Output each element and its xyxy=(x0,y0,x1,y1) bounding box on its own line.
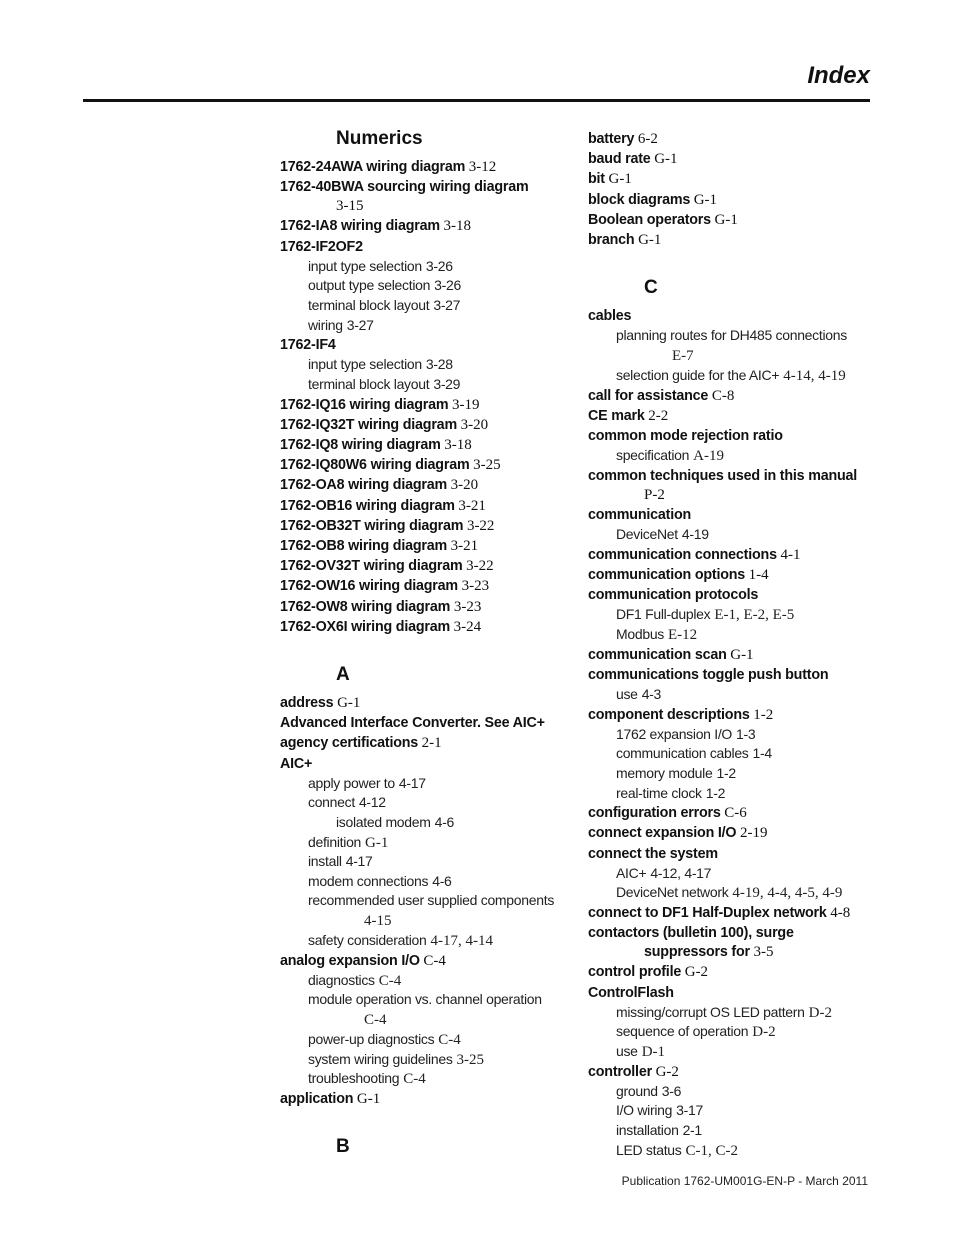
page-ref: 3-21 xyxy=(450,538,479,554)
index-entry xyxy=(588,190,873,210)
index-term: 1762-IQ80W6 wiring diagram xyxy=(280,457,470,474)
index-entry xyxy=(280,177,570,197)
page-ref: C-4 xyxy=(378,972,402,989)
index-entry xyxy=(280,415,570,435)
page-ref: 4-6 xyxy=(432,872,452,889)
page-ref: 3-12 xyxy=(468,159,497,175)
index-subentry: terminal block layout 3-27 xyxy=(308,297,461,313)
page-ref: 4-1 xyxy=(780,546,801,563)
page-ref: G-2 xyxy=(684,964,709,981)
page-ref: 3-22 xyxy=(466,517,495,534)
index-entry xyxy=(280,693,570,713)
index-term: 1762-IQ16 wiring diagram xyxy=(280,396,449,413)
page-ref: 3-23 xyxy=(453,598,482,615)
page-ref: 3-25 xyxy=(473,457,501,474)
index-entry xyxy=(280,475,570,495)
page-ref: 4-17 xyxy=(398,774,426,791)
index-entry xyxy=(588,545,873,565)
publication-footer: Publication 1762-UM001G-EN-P - March 2011 xyxy=(621,1174,868,1188)
index-column-left xyxy=(280,127,570,1165)
index-entry xyxy=(280,455,570,475)
index-term: agency certifications xyxy=(280,735,419,752)
page-ref: G-1 xyxy=(654,151,678,168)
page-ref: 2-19 xyxy=(739,825,768,842)
index-term: application xyxy=(280,1090,354,1107)
index-entry xyxy=(280,733,570,753)
index-term: suppressors for xyxy=(644,944,750,961)
page-ref: 1-2 xyxy=(716,765,736,781)
index-subentry: planning routes for DH485 connections xyxy=(616,327,847,344)
index-term: block diagrams xyxy=(588,191,691,208)
page-ref: 1-4 xyxy=(748,567,769,584)
index-entry-continued xyxy=(588,486,873,505)
index-entry xyxy=(280,713,570,733)
index-term: 1762-OA8 wiring diagram xyxy=(280,477,448,494)
page-ref: G-1 xyxy=(356,1090,381,1107)
page-ref: 3-27 xyxy=(433,297,461,313)
index-term: common mode rejection ratio xyxy=(588,428,783,445)
index-term: 1762-OB32T wiring diagram xyxy=(280,517,464,534)
page-ref: 4-8 xyxy=(830,904,851,921)
index-entry xyxy=(280,496,570,516)
index-term: call for assistance xyxy=(588,387,709,404)
index-entry xyxy=(588,645,873,665)
index-term: cables xyxy=(588,308,632,325)
page-ref: 4-19 xyxy=(681,526,709,543)
page-ref: 3-27 xyxy=(346,316,374,333)
index-subentry: power-up diagnostics C-4 xyxy=(308,1030,461,1048)
page-ref: 3-20 xyxy=(460,416,489,433)
index-subentry: 1762 expansion I/O 1-3 xyxy=(616,725,756,742)
index-subentry: wiring 3-27 xyxy=(308,316,374,333)
index-term: 1762-OW8 wiring diagram xyxy=(280,598,451,615)
index-subentry-continued xyxy=(280,911,570,931)
index-subentry: install 4-17 xyxy=(308,853,373,870)
index-entry xyxy=(280,237,570,257)
section-heading-a: A xyxy=(336,664,350,686)
index-subentry: DeviceNet network 4-19, 4-4, 4-5, 4-9 xyxy=(616,884,843,902)
page-ref: G-1 xyxy=(638,232,662,249)
page-ref: 4-14, 4-19 xyxy=(783,368,846,385)
index-subentry-continued xyxy=(280,1010,570,1030)
index-entry xyxy=(588,585,873,605)
page-ref: 1-2 xyxy=(705,784,726,801)
page-ref: 3-25 xyxy=(456,1051,485,1068)
page-ref: 4-12 xyxy=(358,794,386,811)
index-entry xyxy=(588,962,873,982)
page-ref: C-6 xyxy=(724,805,747,822)
index-term: 1762-IF4 xyxy=(280,337,336,354)
index-term: 1762-OV32T wiring diagram xyxy=(280,558,463,575)
index-subentry: use D-1 xyxy=(616,1042,666,1060)
index-entry xyxy=(588,803,873,823)
index-subentry: input type selection 3-28 xyxy=(308,356,453,373)
page-ref: 3-24 xyxy=(453,618,482,635)
index-term: communication xyxy=(588,507,692,524)
index-term: connect to DF1 Half-Duplex network xyxy=(588,904,827,921)
page-ref: 1-2 xyxy=(753,706,774,723)
index-term: 1762-IF2OF2 xyxy=(280,238,363,255)
index-term: AIC+ xyxy=(280,755,313,772)
page-ref: E-12 xyxy=(668,627,698,644)
index-subentry: input type selection 3-26 xyxy=(308,257,453,274)
index-entry xyxy=(280,576,570,596)
index-entry xyxy=(588,129,873,149)
page-ref: A-19 xyxy=(693,448,724,465)
page-ref: 4-19, 4-4, 4-5, 4-9 xyxy=(732,885,843,902)
index-entry xyxy=(280,754,570,774)
page-ref: 2-1 xyxy=(682,1121,702,1138)
index-term: common techniques used in this manual xyxy=(588,467,858,484)
index-subentry: LED status C-1, C-2 xyxy=(616,1141,738,1159)
page-ref: 3-23 xyxy=(461,578,490,595)
section-heading-c: C xyxy=(644,277,658,299)
header-rule xyxy=(83,99,870,102)
index-term: 1762-OW16 wiring diagram xyxy=(280,578,458,595)
index-subentry: safety consideration 4-17, 4-14 xyxy=(308,931,494,949)
page-ref: 3-26 xyxy=(434,277,461,294)
page-ref: 1-3 xyxy=(736,725,756,742)
index-subentry: use 4-3 xyxy=(616,686,662,703)
index-term: Boolean operators xyxy=(588,211,711,228)
page-ref: E-1, E-2, E-5 xyxy=(714,607,795,624)
index-entry xyxy=(588,823,873,843)
index-entry xyxy=(280,157,570,177)
page-ref: C-1, C-2 xyxy=(685,1142,738,1159)
index-entry-continued xyxy=(280,197,570,216)
index-subentry: selection guide for the AIC+ 4-14, 4-19 xyxy=(616,367,846,385)
index-subentry: Modbus E-12 xyxy=(616,626,698,644)
index-term: battery xyxy=(588,131,635,147)
page-ref: 3-21 xyxy=(458,497,486,514)
index-entry xyxy=(588,705,873,725)
index-term: component descriptions xyxy=(588,706,750,723)
index-term: Advanced Interface Converter. See AIC+ xyxy=(280,715,545,732)
index-term: ControlFlash xyxy=(588,984,674,1001)
index-subentry: troubleshooting C-4 xyxy=(308,1070,426,1088)
index-entry xyxy=(588,903,873,923)
index-term: 1762-IQ8 wiring diagram xyxy=(280,436,441,453)
page-ref: 4-12, 4-17 xyxy=(650,864,712,881)
page-ref: G-2 xyxy=(655,1063,679,1080)
index-term: communication scan xyxy=(588,646,727,663)
index-term: communications toggle push button xyxy=(588,666,829,683)
index-entry xyxy=(588,386,873,406)
index-subentry: system wiring guidelines 3-25 xyxy=(308,1050,485,1068)
index-entry xyxy=(280,556,570,576)
index-term: control profile xyxy=(588,964,682,981)
index-subentry: definition G-1 xyxy=(308,833,389,851)
index-entry xyxy=(588,665,873,685)
page-ref: 3-5 xyxy=(753,944,774,961)
index-entry xyxy=(588,983,873,1003)
index-term: configuration errors xyxy=(588,805,721,822)
index-term: analog expansion I/O xyxy=(280,952,420,969)
page-ref: 3-28 xyxy=(425,356,453,373)
page-ref: D-1 xyxy=(641,1043,666,1060)
index-term: 1762-OX6I wiring diagram xyxy=(280,618,451,635)
index-term: address xyxy=(280,695,334,712)
index-subentry: recommended user supplied components xyxy=(308,892,555,909)
index-entry xyxy=(588,466,873,486)
index-subentry: diagnostics C-4 xyxy=(308,971,402,989)
index-entry xyxy=(588,923,873,943)
index-subentry: ground 3-6 xyxy=(616,1082,682,1099)
page-ref: 1-4 xyxy=(752,745,772,762)
index-term: communication connections xyxy=(588,546,777,563)
page-ref: D-2 xyxy=(808,1004,832,1021)
index-entry xyxy=(280,395,570,415)
page-ref: 3-19 xyxy=(452,396,480,413)
index-entry xyxy=(588,230,873,250)
index-term: connect the system xyxy=(588,845,718,862)
page-ref: 3-18 xyxy=(443,218,471,235)
page-ref: 4-3 xyxy=(641,686,662,703)
index-subentry-continued xyxy=(588,346,873,366)
index-term: contactors (bulletin 100), surge xyxy=(588,925,794,942)
page-ref: G-1 xyxy=(337,695,361,712)
index-term: CE mark xyxy=(588,407,645,424)
index-term: controller xyxy=(588,1063,652,1080)
index-subentry: AIC+ 4-12, 4-17 xyxy=(616,864,712,881)
index-entry xyxy=(588,1062,873,1082)
page-ref: 4-15 xyxy=(364,912,392,929)
page-ref: 3-17 xyxy=(676,1102,703,1119)
page-ref: 3-20 xyxy=(450,477,479,494)
index-entry xyxy=(280,536,570,556)
page-ref: G-1 xyxy=(693,191,718,208)
index-term: 1762-OB16 wiring diagram xyxy=(280,497,455,514)
index-subentry: communication cables 1-4 xyxy=(616,745,772,762)
index-entry xyxy=(280,216,570,236)
page-ref: 4-6 xyxy=(434,814,454,831)
index-entry xyxy=(588,844,873,864)
page-ref: P-2 xyxy=(644,487,665,504)
page-ref: D-2 xyxy=(752,1024,776,1041)
page-ref: 6-2 xyxy=(637,131,658,147)
page-ref: 4-17, 4-14 xyxy=(430,932,494,949)
page-ref: C-8 xyxy=(711,387,735,404)
page-ref: 3-26 xyxy=(425,257,453,274)
index-subentry: modem connections 4-6 xyxy=(308,872,452,889)
index-subentry: module operation vs. channel operation xyxy=(308,991,542,1008)
page-ref: G-1 xyxy=(730,646,754,663)
page-ref: C-4 xyxy=(364,1011,387,1028)
page-ref: E-7 xyxy=(672,348,694,365)
index-term: 1762-40BWA sourcing wiring diagram xyxy=(280,179,529,196)
index-term: communication options xyxy=(588,567,746,584)
index-subentry: DeviceNet 4-19 xyxy=(616,526,709,543)
index-term: 1762-24AWA wiring diagram xyxy=(280,159,466,175)
page-ref: G-1 xyxy=(714,211,738,228)
page-ref: 2-2 xyxy=(648,407,669,424)
index-subentry: output type selection 3-26 xyxy=(308,277,461,294)
index-entry xyxy=(588,505,873,525)
index-subentry: specification A-19 xyxy=(616,447,724,465)
index-entry xyxy=(280,951,570,971)
page-ref: 3-29 xyxy=(433,375,461,392)
index-subentry: memory module 1-2 xyxy=(616,765,736,781)
index-entry xyxy=(588,210,873,230)
index-subentry: DF1 Full-duplex E-1, E-2, E-5 xyxy=(616,606,795,624)
index-entry xyxy=(588,306,873,326)
index-entry xyxy=(280,617,570,637)
section-heading-numerics: Numerics xyxy=(336,128,423,149)
page-ref: C-4 xyxy=(403,1071,426,1088)
index-subsubentry: isolated modem 4-6 xyxy=(336,814,454,831)
page-ref: 3-18 xyxy=(444,436,472,453)
page-title: Index xyxy=(807,62,870,89)
index-entry xyxy=(588,149,873,169)
index-column-right xyxy=(588,129,873,1160)
page-ref: 3-15 xyxy=(336,198,364,215)
index-entry xyxy=(588,406,873,426)
index-term: connect expansion I/O xyxy=(588,825,737,842)
index-subentry: missing/corrupt OS LED pattern D-2 xyxy=(616,1003,832,1021)
page-ref: 4-17 xyxy=(345,853,373,870)
index-term: 1762-IA8 wiring diagram xyxy=(280,218,440,235)
page-ref: G-1 xyxy=(365,834,389,851)
page-ref: 2-1 xyxy=(421,735,442,752)
index-subentry: I/O wiring 3-17 xyxy=(616,1102,703,1119)
index-term: bit xyxy=(588,171,605,188)
index-entry xyxy=(280,516,570,536)
section-heading-b: B xyxy=(336,1135,350,1157)
page-ref: G-1 xyxy=(608,171,632,188)
index-entry xyxy=(588,426,873,446)
index-entry xyxy=(588,169,873,189)
index-term: branch xyxy=(588,232,635,249)
index-entry xyxy=(280,335,570,355)
index-term: communication protocols xyxy=(588,587,759,604)
index-entry xyxy=(280,597,570,617)
index-term: 1762-OB8 wiring diagram xyxy=(280,538,448,554)
index-subentry: apply power to 4-17 xyxy=(308,774,426,791)
index-term: baud rate xyxy=(588,151,651,168)
index-subentry: installation 2-1 xyxy=(616,1121,702,1138)
page-ref: 3-6 xyxy=(661,1082,682,1099)
index-subentry: sequence of operation D-2 xyxy=(616,1023,776,1041)
index-term: 1762-IQ32T wiring diagram xyxy=(280,416,457,433)
index-entry xyxy=(280,1089,570,1109)
index-subentry: real-time clock 1-2 xyxy=(616,784,726,801)
page-ref: C-4 xyxy=(438,1031,461,1048)
page-ref: C-4 xyxy=(423,952,446,969)
index-entry xyxy=(280,435,570,455)
index-subentry: connect 4-12 xyxy=(308,794,386,811)
page-ref: 3-22 xyxy=(466,558,494,575)
index-subentry: terminal block layout 3-29 xyxy=(308,375,461,392)
index-entry-continued xyxy=(588,943,873,962)
index-entry xyxy=(588,565,873,585)
